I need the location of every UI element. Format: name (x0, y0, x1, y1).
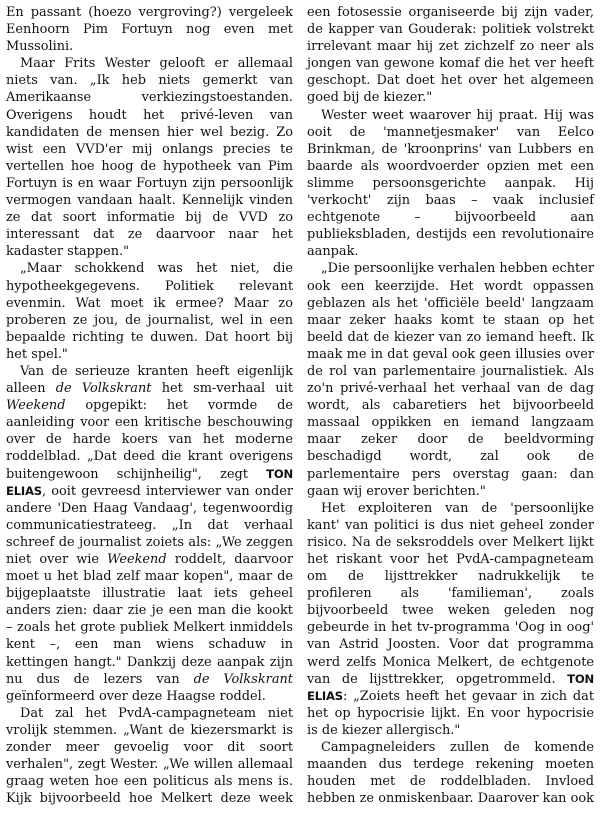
text-run: opgepikt: het vormde de aanleiding voor een kritische beschouwing over de harde koers van het moderne roddelblad. „Dat deed die krant overigens buitengewoon schijnheilig", zegt (6, 398, 293, 482)
italic-title: Weekend (107, 552, 167, 567)
text-run: Het exploiteren van de 'persoonlijke kant' van politici is dus niet geheel zonder risico. Na de seksroddels over Melkert lijkt het riskant voor het PvdA-campagneteam om de lijsttrekker nadrukkelijk te profileren als 'familieman', zoals bijvoorbeeld twee weken geleden nog gebeurde in het tv-programma 'Oog in oog' van Astrid Joosten. Voor dat programma werd zelfs Monica Melkert, de echtgenote van de lijsttrekker, opgetrommeld. (307, 500, 594, 687)
text-run: Wester weet waarover hij praat. Hij was ooit de 'mannetjesmaker' van Eelco Brinkman, de 'kroonprins' van Lubbers en baarde als woordvoerder opzien met een slimme persoonsgerichte aanpak. Hij 'verkocht' zijn baas – vaak inclusief echtgenote – bijvoorbeeld aan publieksbladen, destijds een revolutionaire aanpak. (307, 107, 594, 260)
text-run: „Die persoonlijke verhalen hebben echter ook een keerzijde. Het wordt oppassen geblazen als het 'officiële beeld' langzaam maar zeker haaks komt te staan op het beeld dat de kiezer van zo iemand heeft. Ik maak me in dat geval ook geen illusies over de rol van parlementaire journalistiek. Als zo'n privé-verhaal het verhaal van de dag wordt, als cabaretiers het bijvoorbeeld massaal oppikken en iemand langzaam maar zeker door de beeldvorming beschadigd wordt, zal ook de parlementaire pers overstag gaan: dan gaan wij erover berichten." (307, 261, 594, 499)
paragraph (307, 107, 594, 261)
paragraph (307, 739, 594, 807)
column-left (6, 4, 293, 829)
text-run: geïnformeerd over deze Haagse roddel. (6, 688, 266, 704)
italic-title: de Volkskrant (193, 671, 293, 687)
paragraph (6, 4, 293, 55)
text-run: Maar Frits Wester gelooft er allemaal niets van. „Ik heb niets gemerkt van Amerikaanse verkiezingstoestanden. Overigens houdt het privé-leven van kandidaten de mensen hier wel bezig. Zo wist een VVD'er mij onlangs precies te vertellen hoe hoog de hypotheek van Pim Fortuyn is en waar Fortuyn zijn persoonlijk vermogen vandaan haalt. Kennelijk vinden ze dat soort informatie bij de VVD zo interessant dat ze daarvoor naar het kadaster stappen." (6, 56, 293, 260)
text-run: roddelt, daarvoor moet u het blad zelf maar kopen", maar de bijgeplaatste illustratie laat iets geheel anders zien: daar zie je een man die kookt – zoals het grote publiek Melkert inmiddels kent –, een man wiens schaduw in kettingen hangt." Dankzij deze aanpak zijn nu dus de lezers van (6, 552, 293, 687)
italic-title: Weekend (6, 398, 66, 414)
text-run: „Maar schokkend was het niet, die hypotheekgegevens. Politiek relevant evenmin. Wat moet ik ermee? Maar zo proberen ze jou, de journalist, wel in een bepaalde richting te duwen. Dat hoort bij het spel." (6, 261, 293, 362)
text-run: : „Zoiets heeft het gevaar in zich dat het op hypocrisie lijkt. En voor hypocrisie is de kiezer allergisch." (307, 688, 594, 738)
text-run: En passant (hoezo vergroving?) vergeleek Eenhoorn Pim Fortuyn nog even met Mussolini. (6, 5, 293, 55)
paragraph (6, 55, 293, 260)
paragraph (6, 260, 293, 363)
paragraph (307, 4, 594, 107)
text-run: Dat zal het PvdA-campagneteam niet vrolijk stemmen. „Want de kiezersmarkt is zonder meer gevoelig voor dit soort verhalen", zegt Wester. „We willen allemaal graag weten hoe een politicus als mens is. Kijk bijvoorbeeld hoe Melkert deze week (6, 705, 293, 807)
name-tag: TON ELIAS (6, 466, 293, 498)
paragraph (6, 363, 293, 705)
column-right (307, 4, 594, 829)
text-run: , ooit gevreesd interviewer van onder andere 'Den Haag Vandaag', tegenwoordig communicatiestrateeg. „In dat verhaal schreef de journalist zoiets als: „We zeggen niet over wie (6, 483, 293, 567)
text-run: Campagneleiders zullen de komende maanden dus terdege rekening moeten houden met de roddelbladen. Invloed hebben ze onmiskenbaar. Daarover kan ook (307, 740, 594, 807)
paragraph (307, 500, 594, 739)
name-tag: TON ELIAS (307, 671, 594, 703)
paragraph (6, 705, 293, 808)
text-run: een fotosessie organiseerde bij zijn vader, de kapper van Gouderak: politiek volstrekt irrelevant maar hij zet zichzelf zo neer als jongen van gewone komaf die het ver heeft geschopt. Dat doet het over het algemeen goed bij de kiezer." (307, 5, 594, 106)
paragraph (307, 260, 594, 499)
italic-title: de Volkskrant (55, 381, 152, 397)
text-run: het sm-verhaal uit (151, 381, 293, 397)
text-run: Van de serieuze kranten heeft eigenlijk alleen (6, 363, 293, 397)
